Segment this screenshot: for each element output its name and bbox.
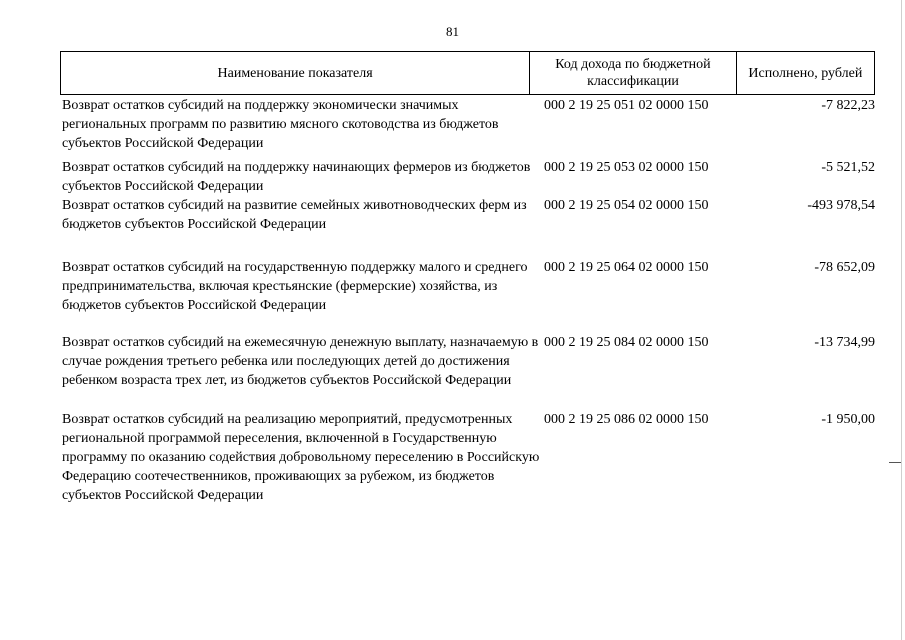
header-code: Код дохода по бюджетной классификации: [529, 52, 736, 94]
row-code: 000 2 19 25 051 02 0000 150: [544, 98, 709, 113]
header-amount: Исполнено, рублей: [736, 52, 874, 94]
table-row: [62, 158, 875, 196]
row-amount: -13 734,99: [814, 335, 875, 350]
scan-edge-line: [901, 0, 902, 640]
row-description: Возврат остатков субсидий на поддержку начинающих фермеров из бюджетов субъектов Российской Федерации: [62, 160, 531, 194]
row-description: Возврат остатков субсидий на поддержку экономически значимых региональных программ по развитию мясного скотоводства из бюджетов субъектов Российской Федерации: [62, 98, 499, 151]
table-row: [62, 196, 875, 258]
table-header: [60, 51, 875, 95]
table-row: [62, 410, 875, 524]
table-row: [62, 96, 875, 158]
row-description: Возврат остатков субсидий на государственную поддержку малого и среднего предпринимательства, включая крестьянские (фермерские) хозяйства, из бюджетов субъектов Российской Федерации: [62, 260, 528, 313]
row-code: 000 2 19 25 054 02 0000 150: [544, 198, 709, 213]
row-amount: -5 521,52: [821, 160, 875, 175]
page-number: 81: [446, 24, 459, 39]
row-code: 000 2 19 25 064 02 0000 150: [544, 260, 709, 275]
table-body: [62, 96, 875, 524]
margin-mark: [889, 462, 901, 463]
row-description: Возврат остатков субсидий на ежемесячную денежную выплату, назначаемую в случае рождения третьего ребенка или последующих детей до достижения ребенком возраста трех лет, из бюджетов субъектов Российской Федерации: [62, 335, 539, 388]
row-code: 000 2 19 25 084 02 0000 150: [544, 335, 709, 350]
row-amount: -1 950,00: [821, 412, 875, 427]
header-name: Наименование показателя: [217, 65, 373, 81]
row-amount: -493 978,54: [807, 198, 875, 213]
row-description: Возврат остатков субсидий на развитие семейных животноводческих ферм из бюджетов субъектов Российской Федерации: [62, 198, 527, 232]
row-amount: -78 652,09: [814, 260, 875, 275]
row-description: Возврат остатков субсидий на реализацию мероприятий, предусмотренных региональной программой переселения, включенной в Государственную программу по оказанию содействия добровольному переселению в Российскую Федерацию соотечественников, проживающих за рубежом, из бюджетов субъектов Российской Федерации: [62, 412, 540, 503]
table-row: [62, 258, 875, 333]
table-row: [62, 333, 875, 410]
row-code: 000 2 19 25 053 02 0000 150: [544, 160, 709, 175]
row-amount: -7 822,23: [821, 98, 875, 113]
row-code: 000 2 19 25 086 02 0000 150: [544, 412, 709, 427]
